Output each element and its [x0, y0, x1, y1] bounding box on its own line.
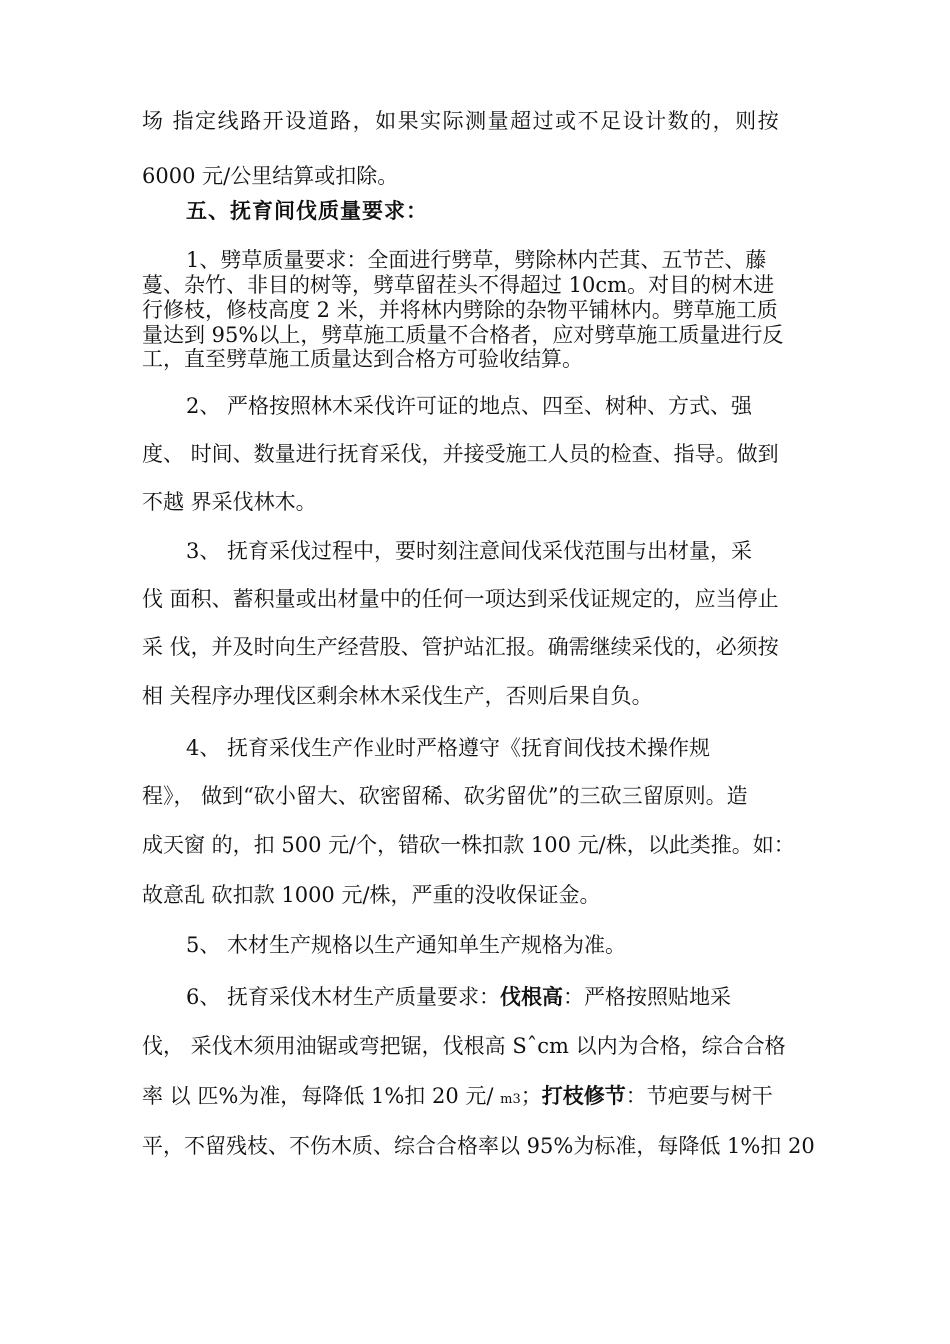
text-line: 场 指定线路开设道路，如果实际测量超过或不足设计数的，则按	[142, 109, 781, 133]
text-line: 不越 界采伐林木。	[142, 490, 317, 514]
text-line: 4、 抚育采伐生产作业时严格遵守《抚育间伐技术操作规	[186, 736, 711, 760]
bold-term: 打枝修节	[541, 1083, 626, 1108]
text-line: 成天窗 的，扣 500 元/个，错砍一株扣款 100 元/株，以此类推。如：	[142, 833, 795, 857]
text-line: 3、 抚育采伐过程中，要时刻注意间伐采伐范围与出材量，采	[186, 539, 753, 563]
unit-text: m3	[500, 1092, 521, 1107]
text-line	[142, 1083, 773, 1113]
text-line: 平，不留残枝、不伤木质、综合合格率以 95%为标准，每降低 1%扣 20	[142, 1134, 815, 1158]
section-heading: 五、抚育间伐质量要求：	[186, 198, 428, 223]
bold-term: 伐根高	[500, 984, 564, 1009]
text-line: 蔓、杂竹、非目的树等，劈草留茬头不得超过 10cm。对目的树木进	[142, 273, 775, 297]
text-line: 6000 元/公里结算或扣除。	[142, 164, 399, 188]
text-line	[186, 984, 731, 1010]
text-line: 行修枝，修枝高度 2 米，并将林内劈除的杂物平铺林内。劈草施工质	[142, 298, 778, 322]
text-run: ；	[520, 1084, 542, 1108]
text-line: 故意乱 砍扣款 1000 元/株，严重的没收保证金。	[142, 883, 601, 907]
text-line: 相 关程序办理伐区剩余林木采伐生产，否则后果自负。	[142, 684, 653, 708]
text-line: 程》， 做到“砍小留大、砍密留稀、砍劣留优”的三砍三留原则。造	[142, 784, 748, 808]
text-line: 1、劈草质量要求：全面进行劈草，劈除林内芒萁、五节芒、藤	[186, 248, 767, 272]
text-line: 5、 木材生产规格以生产通知单生产规格为准。	[186, 933, 627, 957]
text-run: ：严格按照贴地采	[563, 985, 732, 1009]
text-line: 度、 时间、数量进行抚育采伐，并接受施工人员的检查、指导。做到	[142, 442, 779, 466]
text-run: ：节疤要与树干	[625, 1084, 773, 1108]
text-line: 工，直至劈草施工质量达到合格方可验收结算。	[142, 347, 583, 371]
text-line: 量达到 95%以上，劈草施工质量不合格者，应对劈草施工质量进行反	[142, 323, 784, 347]
text-line: 伐， 采伐木须用油锯或弯把锯，伐根高 Sˆcm 以内为合格，综合合格	[142, 1034, 786, 1058]
text-run: 6、 抚育采伐木材生产质量要求：	[186, 985, 501, 1009]
text-line: 伐 面积、蓄积量或出材量中的任何一项达到采伐证规定的，应当停止	[142, 587, 779, 611]
text-line: 2、 严格按照林木采伐许可证的地点、四至、树种、方式、强	[186, 394, 753, 418]
text-line: 采 伐，并及时向生产经营股、管护站汇报。确需继续采伐的，必须按	[142, 635, 779, 659]
text-run: 率 以 匹%为准，每降低 1%扣 20 元/	[142, 1084, 501, 1108]
